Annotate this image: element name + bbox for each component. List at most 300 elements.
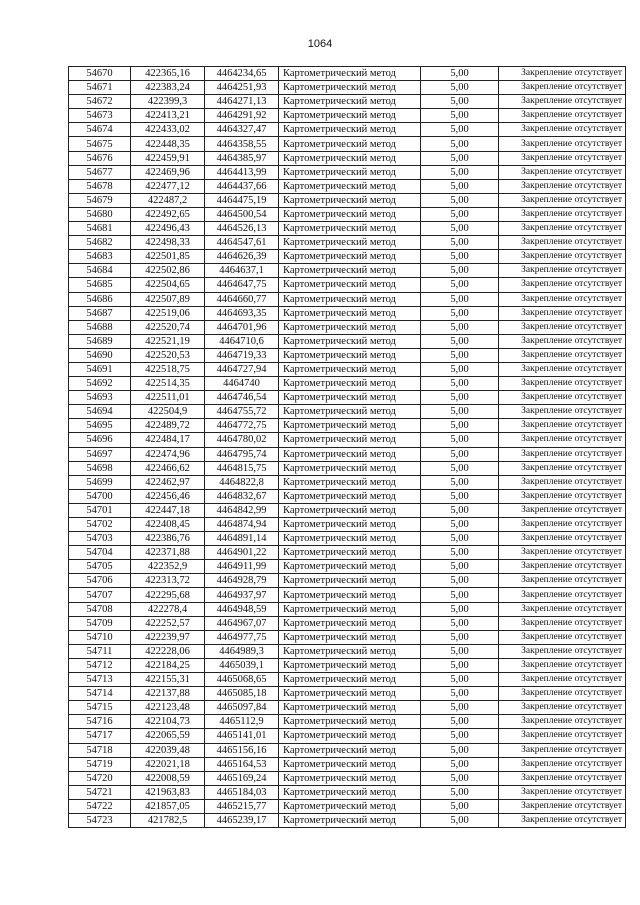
- method-cell: Картометрический метод: [279, 503, 421, 517]
- x-coordinate-cell: 422008,59: [131, 771, 205, 785]
- table-row: [69, 236, 626, 250]
- method-cell: Картометрический метод: [279, 560, 421, 574]
- y-coordinate-cell: 4464891,14: [205, 532, 279, 546]
- table-row: [69, 715, 626, 729]
- point-number-cell: 54695: [69, 419, 131, 433]
- accuracy-cell: 5,00: [421, 602, 499, 616]
- x-coordinate-cell: 422352,9: [131, 560, 205, 574]
- x-coordinate-cell: 422278,4: [131, 602, 205, 616]
- x-coordinate-cell: 422155,31: [131, 673, 205, 687]
- coordinates-table: [68, 66, 626, 828]
- x-coordinate-cell: 422433,02: [131, 123, 205, 137]
- point-number-cell: 54719: [69, 757, 131, 771]
- x-coordinate-cell: 421963,83: [131, 785, 205, 799]
- table-row: [69, 222, 626, 236]
- accuracy-cell: 5,00: [421, 222, 499, 236]
- point-number-cell: 54671: [69, 81, 131, 95]
- accuracy-cell: 5,00: [421, 630, 499, 644]
- x-coordinate-cell: 422184,25: [131, 658, 205, 672]
- accuracy-cell: 5,00: [421, 419, 499, 433]
- point-number-cell: 54673: [69, 109, 131, 123]
- table-row: [69, 264, 626, 278]
- table-row: [69, 320, 626, 334]
- fixation-cell: Закрепление отсутствует: [499, 503, 626, 517]
- point-number-cell: 54693: [69, 391, 131, 405]
- accuracy-cell: 5,00: [421, 489, 499, 503]
- table-row: [69, 207, 626, 221]
- accuracy-cell: 5,00: [421, 447, 499, 461]
- fixation-cell: Закрепление отсутствует: [499, 377, 626, 391]
- x-coordinate-cell: 421782,5: [131, 813, 205, 827]
- table-row: [69, 532, 626, 546]
- accuracy-cell: 5,00: [421, 348, 499, 362]
- y-coordinate-cell: 4464413,99: [205, 165, 279, 179]
- table-row: [69, 405, 626, 419]
- method-cell: Картометрический метод: [279, 771, 421, 785]
- x-coordinate-cell: 422295,68: [131, 588, 205, 602]
- point-number-cell: 54674: [69, 123, 131, 137]
- point-number-cell: 54676: [69, 151, 131, 165]
- fixation-cell: Закрепление отсутствует: [499, 419, 626, 433]
- method-cell: Картометрический метод: [279, 250, 421, 264]
- point-number-cell: 54690: [69, 348, 131, 362]
- x-coordinate-cell: 422413,21: [131, 109, 205, 123]
- y-coordinate-cell: 4464647,75: [205, 278, 279, 292]
- point-number-cell: 54722: [69, 799, 131, 813]
- accuracy-cell: 5,00: [421, 433, 499, 447]
- fixation-cell: Закрепление отсутствует: [499, 362, 626, 376]
- method-cell: Картометрический метод: [279, 81, 421, 95]
- y-coordinate-cell: 4464251,93: [205, 81, 279, 95]
- accuracy-cell: 5,00: [421, 405, 499, 419]
- fixation-cell: Закрепление отсутствует: [499, 673, 626, 687]
- x-coordinate-cell: 422519,06: [131, 306, 205, 320]
- accuracy-cell: 5,00: [421, 475, 499, 489]
- table-row: [69, 757, 626, 771]
- point-number-cell: 54705: [69, 560, 131, 574]
- x-coordinate-cell: 422496,43: [131, 222, 205, 236]
- fixation-cell: Закрепление отсутствует: [499, 771, 626, 785]
- y-coordinate-cell: 4464928,79: [205, 574, 279, 588]
- y-coordinate-cell: 4464832,67: [205, 489, 279, 503]
- point-number-cell: 54709: [69, 616, 131, 630]
- accuracy-cell: 5,00: [421, 729, 499, 743]
- table-row: [69, 419, 626, 433]
- x-coordinate-cell: 422456,46: [131, 489, 205, 503]
- fixation-cell: Закрепление отсутствует: [499, 715, 626, 729]
- accuracy-cell: 5,00: [421, 292, 499, 306]
- y-coordinate-cell: 4464358,55: [205, 137, 279, 151]
- point-number-cell: 54679: [69, 193, 131, 207]
- x-coordinate-cell: 422484,17: [131, 433, 205, 447]
- table-row: [69, 292, 626, 306]
- x-coordinate-cell: 422498,33: [131, 236, 205, 250]
- method-cell: Картометрический метод: [279, 193, 421, 207]
- method-cell: Картометрический метод: [279, 334, 421, 348]
- accuracy-cell: 5,00: [421, 334, 499, 348]
- accuracy-cell: 5,00: [421, 264, 499, 278]
- coordinates-table-body: [69, 67, 626, 828]
- method-cell: Картометрический метод: [279, 743, 421, 757]
- y-coordinate-cell: 4464234,65: [205, 67, 279, 81]
- fixation-cell: Закрепление отсутствует: [499, 644, 626, 658]
- fixation-cell: Закрепление отсутствует: [499, 292, 626, 306]
- y-coordinate-cell: 4465215,77: [205, 799, 279, 813]
- method-cell: Картометрический метод: [279, 447, 421, 461]
- x-coordinate-cell: 422228,06: [131, 644, 205, 658]
- y-coordinate-cell: 4464937,97: [205, 588, 279, 602]
- accuracy-cell: 5,00: [421, 687, 499, 701]
- method-cell: Картометрический метод: [279, 306, 421, 320]
- point-number-cell: 54714: [69, 687, 131, 701]
- fixation-cell: Закрепление отсутствует: [499, 785, 626, 799]
- method-cell: Картометрический метод: [279, 179, 421, 193]
- y-coordinate-cell: 4464327,47: [205, 123, 279, 137]
- x-coordinate-cell: 422065,59: [131, 729, 205, 743]
- table-row: [69, 137, 626, 151]
- accuracy-cell: 5,00: [421, 658, 499, 672]
- point-number-cell: 54688: [69, 320, 131, 334]
- table-row: [69, 503, 626, 517]
- accuracy-cell: 5,00: [421, 461, 499, 475]
- table-row: [69, 278, 626, 292]
- accuracy-cell: 5,00: [421, 574, 499, 588]
- method-cell: Картометрический метод: [279, 419, 421, 433]
- fixation-cell: Закрепление отсутствует: [499, 588, 626, 602]
- page-number: 1064: [307, 38, 333, 50]
- method-cell: Картометрический метод: [279, 123, 421, 137]
- method-cell: Картометрический метод: [279, 433, 421, 447]
- x-coordinate-cell: 422137,88: [131, 687, 205, 701]
- fixation-cell: Закрепление отсутствует: [499, 109, 626, 123]
- point-number-cell: 54692: [69, 377, 131, 391]
- y-coordinate-cell: 4465239,17: [205, 813, 279, 827]
- table-row: [69, 701, 626, 715]
- y-coordinate-cell: 4465164,53: [205, 757, 279, 771]
- x-coordinate-cell: 422459,91: [131, 151, 205, 165]
- accuracy-cell: 5,00: [421, 95, 499, 109]
- method-cell: Картометрический метод: [279, 546, 421, 560]
- y-coordinate-cell: 4464977,75: [205, 630, 279, 644]
- x-coordinate-cell: 422239,97: [131, 630, 205, 644]
- x-coordinate-cell: 422123,48: [131, 701, 205, 715]
- method-cell: Картометрический метод: [279, 236, 421, 250]
- y-coordinate-cell: 4464948,59: [205, 602, 279, 616]
- table-row: [69, 743, 626, 757]
- table-row: [69, 362, 626, 376]
- accuracy-cell: 5,00: [421, 743, 499, 757]
- method-cell: Картометрический метод: [279, 405, 421, 419]
- fixation-cell: Закрепление отсутствует: [499, 81, 626, 95]
- accuracy-cell: 5,00: [421, 179, 499, 193]
- y-coordinate-cell: 4465184,03: [205, 785, 279, 799]
- x-coordinate-cell: 421857,05: [131, 799, 205, 813]
- y-coordinate-cell: 4465097,84: [205, 701, 279, 715]
- x-coordinate-cell: 422386,76: [131, 532, 205, 546]
- x-coordinate-cell: 422520,53: [131, 348, 205, 362]
- accuracy-cell: 5,00: [421, 560, 499, 574]
- table-row: [69, 658, 626, 672]
- point-number-cell: 54677: [69, 165, 131, 179]
- y-coordinate-cell: 4464967,07: [205, 616, 279, 630]
- table-row: [69, 179, 626, 193]
- point-number-cell: 54710: [69, 630, 131, 644]
- fixation-cell: Закрепление отсутствует: [499, 813, 626, 827]
- x-coordinate-cell: 422383,24: [131, 81, 205, 95]
- fixation-cell: Закрепление отсутствует: [499, 165, 626, 179]
- point-number-cell: 54701: [69, 503, 131, 517]
- fixation-cell: Закрепление отсутствует: [499, 207, 626, 221]
- point-number-cell: 54691: [69, 362, 131, 376]
- table-row: [69, 461, 626, 475]
- table-row: [69, 518, 626, 532]
- y-coordinate-cell: 4464626,39: [205, 250, 279, 264]
- fixation-cell: Закрепление отсутствует: [499, 546, 626, 560]
- table-row: [69, 729, 626, 743]
- fixation-cell: Закрепление отсутствует: [499, 67, 626, 81]
- y-coordinate-cell: 4464500,54: [205, 207, 279, 221]
- method-cell: Картометрический метод: [279, 207, 421, 221]
- accuracy-cell: 5,00: [421, 673, 499, 687]
- accuracy-cell: 5,00: [421, 137, 499, 151]
- table-row: [69, 151, 626, 165]
- table-row: [69, 81, 626, 95]
- point-number-cell: 54723: [69, 813, 131, 827]
- y-coordinate-cell: 4464755,72: [205, 405, 279, 419]
- table-row: [69, 771, 626, 785]
- accuracy-cell: 5,00: [421, 813, 499, 827]
- fixation-cell: Закрепление отсутствует: [499, 630, 626, 644]
- accuracy-cell: 5,00: [421, 532, 499, 546]
- accuracy-cell: 5,00: [421, 377, 499, 391]
- x-coordinate-cell: 422521,19: [131, 334, 205, 348]
- table-row: [69, 546, 626, 560]
- fixation-cell: Закрепление отсутствует: [499, 348, 626, 362]
- table-row: [69, 799, 626, 813]
- point-number-cell: 54721: [69, 785, 131, 799]
- x-coordinate-cell: 422507,89: [131, 292, 205, 306]
- point-number-cell: 54675: [69, 137, 131, 151]
- point-number-cell: 54698: [69, 461, 131, 475]
- accuracy-cell: 5,00: [421, 81, 499, 95]
- y-coordinate-cell: 4465068,65: [205, 673, 279, 687]
- y-coordinate-cell: 4464795,74: [205, 447, 279, 461]
- accuracy-cell: 5,00: [421, 165, 499, 179]
- x-coordinate-cell: 422492,65: [131, 207, 205, 221]
- point-number-cell: 54678: [69, 179, 131, 193]
- method-cell: Картометрический метод: [279, 377, 421, 391]
- x-coordinate-cell: 422313,72: [131, 574, 205, 588]
- y-coordinate-cell: 4464385,97: [205, 151, 279, 165]
- table-row: [69, 644, 626, 658]
- fixation-cell: Закрепление отсутствует: [499, 658, 626, 672]
- accuracy-cell: 5,00: [421, 306, 499, 320]
- method-cell: Картометрический метод: [279, 532, 421, 546]
- point-number-cell: 54700: [69, 489, 131, 503]
- fixation-cell: Закрепление отсутствует: [499, 151, 626, 165]
- method-cell: Картометрический метод: [279, 489, 421, 503]
- method-cell: Картометрический метод: [279, 813, 421, 827]
- point-number-cell: 54681: [69, 222, 131, 236]
- x-coordinate-cell: 422447,18: [131, 503, 205, 517]
- method-cell: Картометрический метод: [279, 574, 421, 588]
- accuracy-cell: 5,00: [421, 503, 499, 517]
- fixation-cell: Закрепление отсутствует: [499, 447, 626, 461]
- x-coordinate-cell: 422462,97: [131, 475, 205, 489]
- y-coordinate-cell: 4464660,77: [205, 292, 279, 306]
- point-number-cell: 54716: [69, 715, 131, 729]
- y-coordinate-cell: 4464637,1: [205, 264, 279, 278]
- y-coordinate-cell: 4465112,9: [205, 715, 279, 729]
- point-number-cell: 54706: [69, 574, 131, 588]
- fixation-cell: Закрепление отсутствует: [499, 222, 626, 236]
- accuracy-cell: 5,00: [421, 151, 499, 165]
- y-coordinate-cell: 4464901,22: [205, 546, 279, 560]
- point-number-cell: 54686: [69, 292, 131, 306]
- table-row: [69, 616, 626, 630]
- x-coordinate-cell: 422408,45: [131, 518, 205, 532]
- point-number-cell: 54682: [69, 236, 131, 250]
- fixation-cell: Закрепление отсутствует: [499, 729, 626, 743]
- point-number-cell: 54696: [69, 433, 131, 447]
- table-row: [69, 602, 626, 616]
- y-coordinate-cell: 4465039,1: [205, 658, 279, 672]
- fixation-cell: Закрепление отсутствует: [499, 236, 626, 250]
- accuracy-cell: 5,00: [421, 771, 499, 785]
- fixation-cell: Закрепление отсутствует: [499, 264, 626, 278]
- point-number-cell: 54720: [69, 771, 131, 785]
- method-cell: Картометрический метод: [279, 278, 421, 292]
- table-row: [69, 588, 626, 602]
- y-coordinate-cell: 4464911,99: [205, 560, 279, 574]
- fixation-cell: Закрепление отсутствует: [499, 616, 626, 630]
- y-coordinate-cell: 4464291,92: [205, 109, 279, 123]
- x-coordinate-cell: 422518,75: [131, 362, 205, 376]
- fixation-cell: Закрепление отсутствует: [499, 701, 626, 715]
- table-row: [69, 813, 626, 827]
- method-cell: Картометрический метод: [279, 320, 421, 334]
- fixation-cell: Закрепление отсутствует: [499, 532, 626, 546]
- accuracy-cell: 5,00: [421, 391, 499, 405]
- x-coordinate-cell: 422502,86: [131, 264, 205, 278]
- point-number-cell: 54712: [69, 658, 131, 672]
- fixation-cell: Закрепление отсутствует: [499, 250, 626, 264]
- point-number-cell: 54689: [69, 334, 131, 348]
- fixation-cell: Закрепление отсутствует: [499, 179, 626, 193]
- fixation-cell: Закрепление отсутствует: [499, 334, 626, 348]
- x-coordinate-cell: 422520,74: [131, 320, 205, 334]
- y-coordinate-cell: 4464727,94: [205, 362, 279, 376]
- method-cell: Картометрический метод: [279, 461, 421, 475]
- accuracy-cell: 5,00: [421, 109, 499, 123]
- method-cell: Картометрический метод: [279, 729, 421, 743]
- point-number-cell: 54704: [69, 546, 131, 560]
- table-row: [69, 95, 626, 109]
- y-coordinate-cell: 4464693,35: [205, 306, 279, 320]
- y-coordinate-cell: 4464547,61: [205, 236, 279, 250]
- y-coordinate-cell: 4464842,99: [205, 503, 279, 517]
- point-number-cell: 54713: [69, 673, 131, 687]
- fixation-cell: Закрепление отсутствует: [499, 405, 626, 419]
- table-row: [69, 306, 626, 320]
- fixation-cell: Закрепление отсутствует: [499, 489, 626, 503]
- accuracy-cell: 5,00: [421, 616, 499, 630]
- y-coordinate-cell: 4464989,3: [205, 644, 279, 658]
- fixation-cell: Закрепление отсутствует: [499, 757, 626, 771]
- method-cell: Картометрический метод: [279, 757, 421, 771]
- accuracy-cell: 5,00: [421, 193, 499, 207]
- point-number-cell: 54715: [69, 701, 131, 715]
- x-coordinate-cell: 422448,35: [131, 137, 205, 151]
- table-row: [69, 348, 626, 362]
- x-coordinate-cell: 422489,72: [131, 419, 205, 433]
- table-row: [69, 447, 626, 461]
- method-cell: Картометрический метод: [279, 658, 421, 672]
- point-number-cell: 54703: [69, 532, 131, 546]
- method-cell: Картометрический метод: [279, 785, 421, 799]
- fixation-cell: Закрепление отсутствует: [499, 137, 626, 151]
- accuracy-cell: 5,00: [421, 67, 499, 81]
- x-coordinate-cell: 422511,01: [131, 391, 205, 405]
- method-cell: Картометрический метод: [279, 518, 421, 532]
- fixation-cell: Закрепление отсутствует: [499, 602, 626, 616]
- x-coordinate-cell: 422466,62: [131, 461, 205, 475]
- fixation-cell: Закрепление отсутствует: [499, 687, 626, 701]
- table-row: [69, 574, 626, 588]
- table-row: [69, 687, 626, 701]
- method-cell: Картометрический метод: [279, 292, 421, 306]
- y-coordinate-cell: 4464780,02: [205, 433, 279, 447]
- table-row: [69, 250, 626, 264]
- accuracy-cell: 5,00: [421, 518, 499, 532]
- point-number-cell: 54708: [69, 602, 131, 616]
- y-coordinate-cell: 4464822,8: [205, 475, 279, 489]
- y-coordinate-cell: 4464526,13: [205, 222, 279, 236]
- method-cell: Картометрический метод: [279, 151, 421, 165]
- x-coordinate-cell: 422514,35: [131, 377, 205, 391]
- x-coordinate-cell: 422365,16: [131, 67, 205, 81]
- table-row: [69, 67, 626, 81]
- method-cell: Картометрический метод: [279, 67, 421, 81]
- method-cell: Картометрический метод: [279, 799, 421, 813]
- x-coordinate-cell: 422474,96: [131, 447, 205, 461]
- point-number-cell: 54680: [69, 207, 131, 221]
- method-cell: Картометрический метод: [279, 348, 421, 362]
- x-coordinate-cell: 422021,18: [131, 757, 205, 771]
- fixation-cell: Закрепление отсутствует: [499, 433, 626, 447]
- accuracy-cell: 5,00: [421, 757, 499, 771]
- y-coordinate-cell: 4464874,94: [205, 518, 279, 532]
- y-coordinate-cell: 4464437,66: [205, 179, 279, 193]
- fixation-cell: Закрепление отсутствует: [499, 743, 626, 757]
- y-coordinate-cell: 4464710,6: [205, 334, 279, 348]
- fixation-cell: Закрепление отсутствует: [499, 518, 626, 532]
- method-cell: Картометрический метод: [279, 687, 421, 701]
- y-coordinate-cell: 4464746,54: [205, 391, 279, 405]
- accuracy-cell: 5,00: [421, 546, 499, 560]
- point-number-cell: 54672: [69, 95, 131, 109]
- method-cell: Картометрический метод: [279, 222, 421, 236]
- method-cell: Картометрический метод: [279, 644, 421, 658]
- method-cell: Картометрический метод: [279, 673, 421, 687]
- fixation-cell: Закрепление отсутствует: [499, 278, 626, 292]
- y-coordinate-cell: 4465141,01: [205, 729, 279, 743]
- accuracy-cell: 5,00: [421, 715, 499, 729]
- y-coordinate-cell: 4464772,75: [205, 419, 279, 433]
- fixation-cell: Закрепление отсутствует: [499, 574, 626, 588]
- point-number-cell: 54687: [69, 306, 131, 320]
- x-coordinate-cell: 422501,85: [131, 250, 205, 264]
